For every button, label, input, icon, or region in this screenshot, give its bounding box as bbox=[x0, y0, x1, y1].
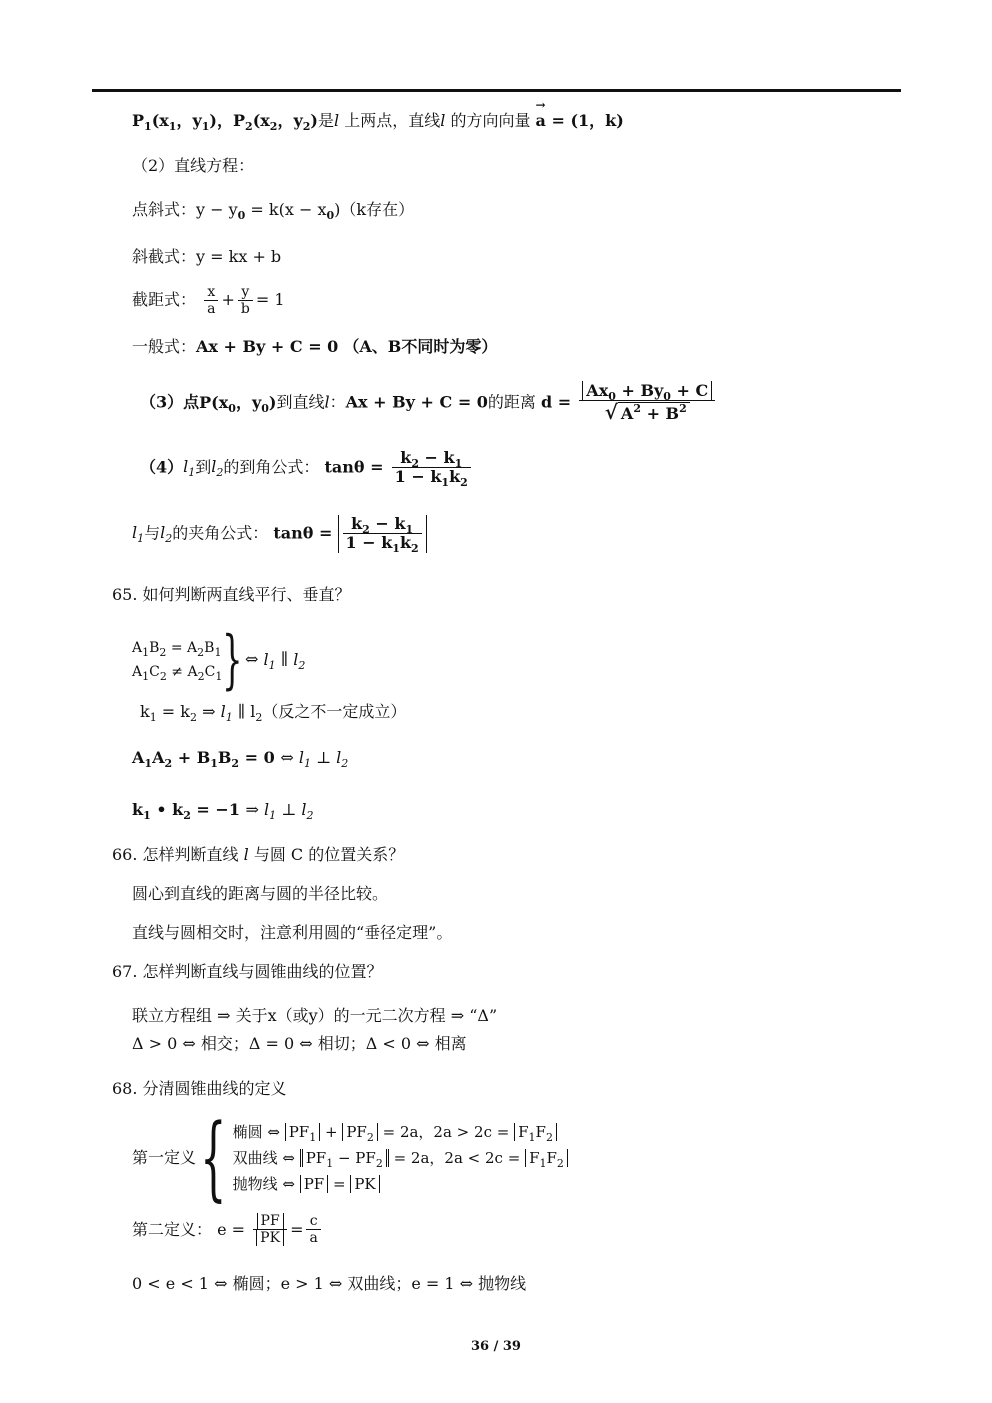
header-rule bbox=[92, 89, 901, 92]
first-definition: 第一定义{ 椭圆 ⇔ $PF_1 + PF_2 = 2a$，$2a > 2c = F_1F_2$ 双曲线 ⇔ $PF_1 - PF_2 = 2a$，$2a < 2c = F_1F_2$ 抛物线 ⇔ PF = PK bbox=[132, 1112, 568, 1204]
parabola-def: 抛物线 ⇔ PF = PK bbox=[233, 1171, 568, 1197]
to-angle-formula: $(4)l_1$到$l_2$的到角公式： tanθ = $\frac{k_2 - k_1}{1 - k_1k_2}$ bbox=[140, 449, 474, 487]
s5-text: 的夹角公式： bbox=[172, 523, 269, 543]
general-eq: Ax + By + C = 0 bbox=[196, 337, 339, 356]
answer-67-b: Δ > 0 ⇔ 相交；Δ = 0 ⇔ 相切；Δ < 0 ⇔ 相离 bbox=[132, 1034, 467, 1053]
parallel-system: $A_1B_2 = A_2B_1$ $A_1C_2 \ne A_2C_1$ } ⇔ $l_1$ ∥ $l_2$ bbox=[132, 623, 306, 697]
point-slope-label: 点斜式： bbox=[132, 200, 197, 219]
general-note: （A、B不同时为零） bbox=[343, 337, 498, 356]
distance-formula: （3）点$P(x_0$，$y_0$)到直线l：Ax + By + C = 0的距离 d = $\frac{Ax_0 + By_0 + C}{√ A^2 + B^2}$ bbox=[140, 382, 718, 424]
slope-intercept-eq: y = kx + b bbox=[196, 247, 282, 266]
intercept-eq-1: = 1 bbox=[255, 290, 285, 310]
eccentricity-summary: 0 < e < 1 ⇔ 椭圆；e > 1 ⇔ 双曲线；e = 1 ⇔ 抛物线 bbox=[132, 1274, 527, 1293]
perpendicular-slope: $k_1$ • $k_2 = -1$ ⇒ $l_1$ ⊥ $l_2$ bbox=[132, 800, 314, 822]
question-66: 66. 怎样判断直线 l 与圆 C 的位置关系？ bbox=[112, 845, 405, 864]
slope-intercept-label: 斜截式： bbox=[132, 247, 197, 266]
answer-67-a: 联立方程组 ⇒ 关于x（或y）的一元二次方程 ⇒ “Δ” bbox=[132, 1006, 498, 1025]
page-number: 36 / 39 bbox=[471, 1339, 521, 1354]
second-definition-label: 第二定义： bbox=[132, 1219, 213, 1239]
s3-prefix: （3）点 bbox=[140, 392, 200, 412]
vector-value: = (1，k) bbox=[545, 111, 624, 130]
parallel-note: （反之不一定成立） bbox=[262, 702, 407, 721]
s4-text: 的到角公式： bbox=[223, 457, 320, 477]
answer-66-b: 直线与圆相交时，注意利用圆的“垂径定理”。 bbox=[132, 923, 453, 942]
section-2-title: （2）直线方程： bbox=[132, 156, 255, 175]
included-angle-formula: $l_1$与$l_2$的夹角公式： tanθ = $\frac{k_2 - k_1}{1 - k_1k_2}$ bbox=[132, 515, 427, 553]
to-angle-fraction: $\frac{k_2 - k_1}{1 - k_1k_2}$ bbox=[392, 449, 471, 487]
s3-distance-text: 的距离 bbox=[487, 392, 536, 412]
intercept-form: 截距式： $\frac{x}{a}$ + $\frac{y}{b}$ = 1 bbox=[132, 284, 285, 318]
slope-intercept-form bbox=[132, 249, 281, 265]
text-two-points: 上两点，直线 bbox=[339, 111, 441, 130]
symbol-l: l bbox=[334, 111, 340, 130]
intercept-label: 截距式： bbox=[132, 290, 197, 310]
hyperbola-def: 双曲线 ⇔ $PF_1 - PF_2 = 2a$，$2a < 2c = F_1F_2$ bbox=[233, 1145, 568, 1171]
general-label: 一般式： bbox=[132, 337, 197, 356]
symbol-l-3: l bbox=[324, 392, 330, 412]
s4-tan: tanθ = bbox=[324, 457, 384, 477]
parallel-slope: $k_1 = k_2$ ⇒ $l_1$ ∥ $l_2$（反之不一定成立） bbox=[140, 702, 407, 724]
included-angle-fraction: $\frac{k_2 - k_1}{1 - k_1k_2}$ bbox=[343, 515, 422, 553]
c-over-a: $\frac{c}{a}$ bbox=[306, 1213, 320, 1246]
s5-tan: tanθ = bbox=[273, 523, 333, 543]
question-65: 65. 如何判断两直线平行、垂直？ bbox=[112, 585, 351, 604]
pf-over-pk: $\frac{PF}{PK}$ bbox=[253, 1213, 287, 1246]
included-angle-abs bbox=[338, 514, 427, 556]
s4-prefix: （4） bbox=[140, 457, 184, 477]
vector-a: → a bbox=[535, 98, 546, 130]
point-slope-note: （k存在） bbox=[340, 200, 415, 219]
question-68: 68. 分清圆锥曲线的定义 bbox=[112, 1079, 287, 1098]
answer-66-a: 圆心到直线的距离与圆的半径比较。 bbox=[132, 884, 389, 903]
first-definition-label: 第一定义 bbox=[132, 1148, 197, 1167]
x-over-a: $\frac{x}{a}$ bbox=[204, 284, 218, 317]
s3-to-line: 到直线 bbox=[276, 392, 325, 412]
symbol-l-2: l bbox=[440, 111, 446, 130]
distance-fraction: $\frac{Ax_0 + By_0 + C}{√ A^2 + B^2}$ bbox=[579, 382, 715, 424]
general-form bbox=[132, 339, 497, 355]
y-over-b: $\frac{y}{b}$ bbox=[238, 284, 253, 317]
ellipse-def: 椭圆 ⇔ $PF_1 + PF_2 = 2a$，$2a > 2c = F_1F_2$ bbox=[233, 1119, 568, 1145]
point-slope-form: 点斜式：$y - y_0 = k(x - x_0)(k$存在） bbox=[132, 200, 415, 222]
question-67: 67. 怎样判断直线与圆锥曲线的位置？ bbox=[112, 962, 383, 981]
second-definition: 第二定义： e = $\frac{PF}{PK}$ = $\frac{c}{a}$ bbox=[132, 1213, 324, 1246]
s3-d: d = bbox=[541, 392, 572, 412]
s3-line-eq: Ax + By + C = 0 bbox=[345, 392, 488, 412]
text-direction-vector: 的方向向量 bbox=[445, 111, 531, 130]
line-points-direction: $P_1(x_1$，$y_1$)，$P_2(x_2$，$y_2$)是l 上两点，直线l 的方向向量 → a = (1，k) bbox=[132, 98, 624, 133]
text-shi: 是 bbox=[318, 111, 335, 130]
perpendicular-coeff: $A_1A_2 + B_1B_2 = 0$ ⇔ $l_1$ ⊥ $l_2$ bbox=[132, 748, 349, 770]
